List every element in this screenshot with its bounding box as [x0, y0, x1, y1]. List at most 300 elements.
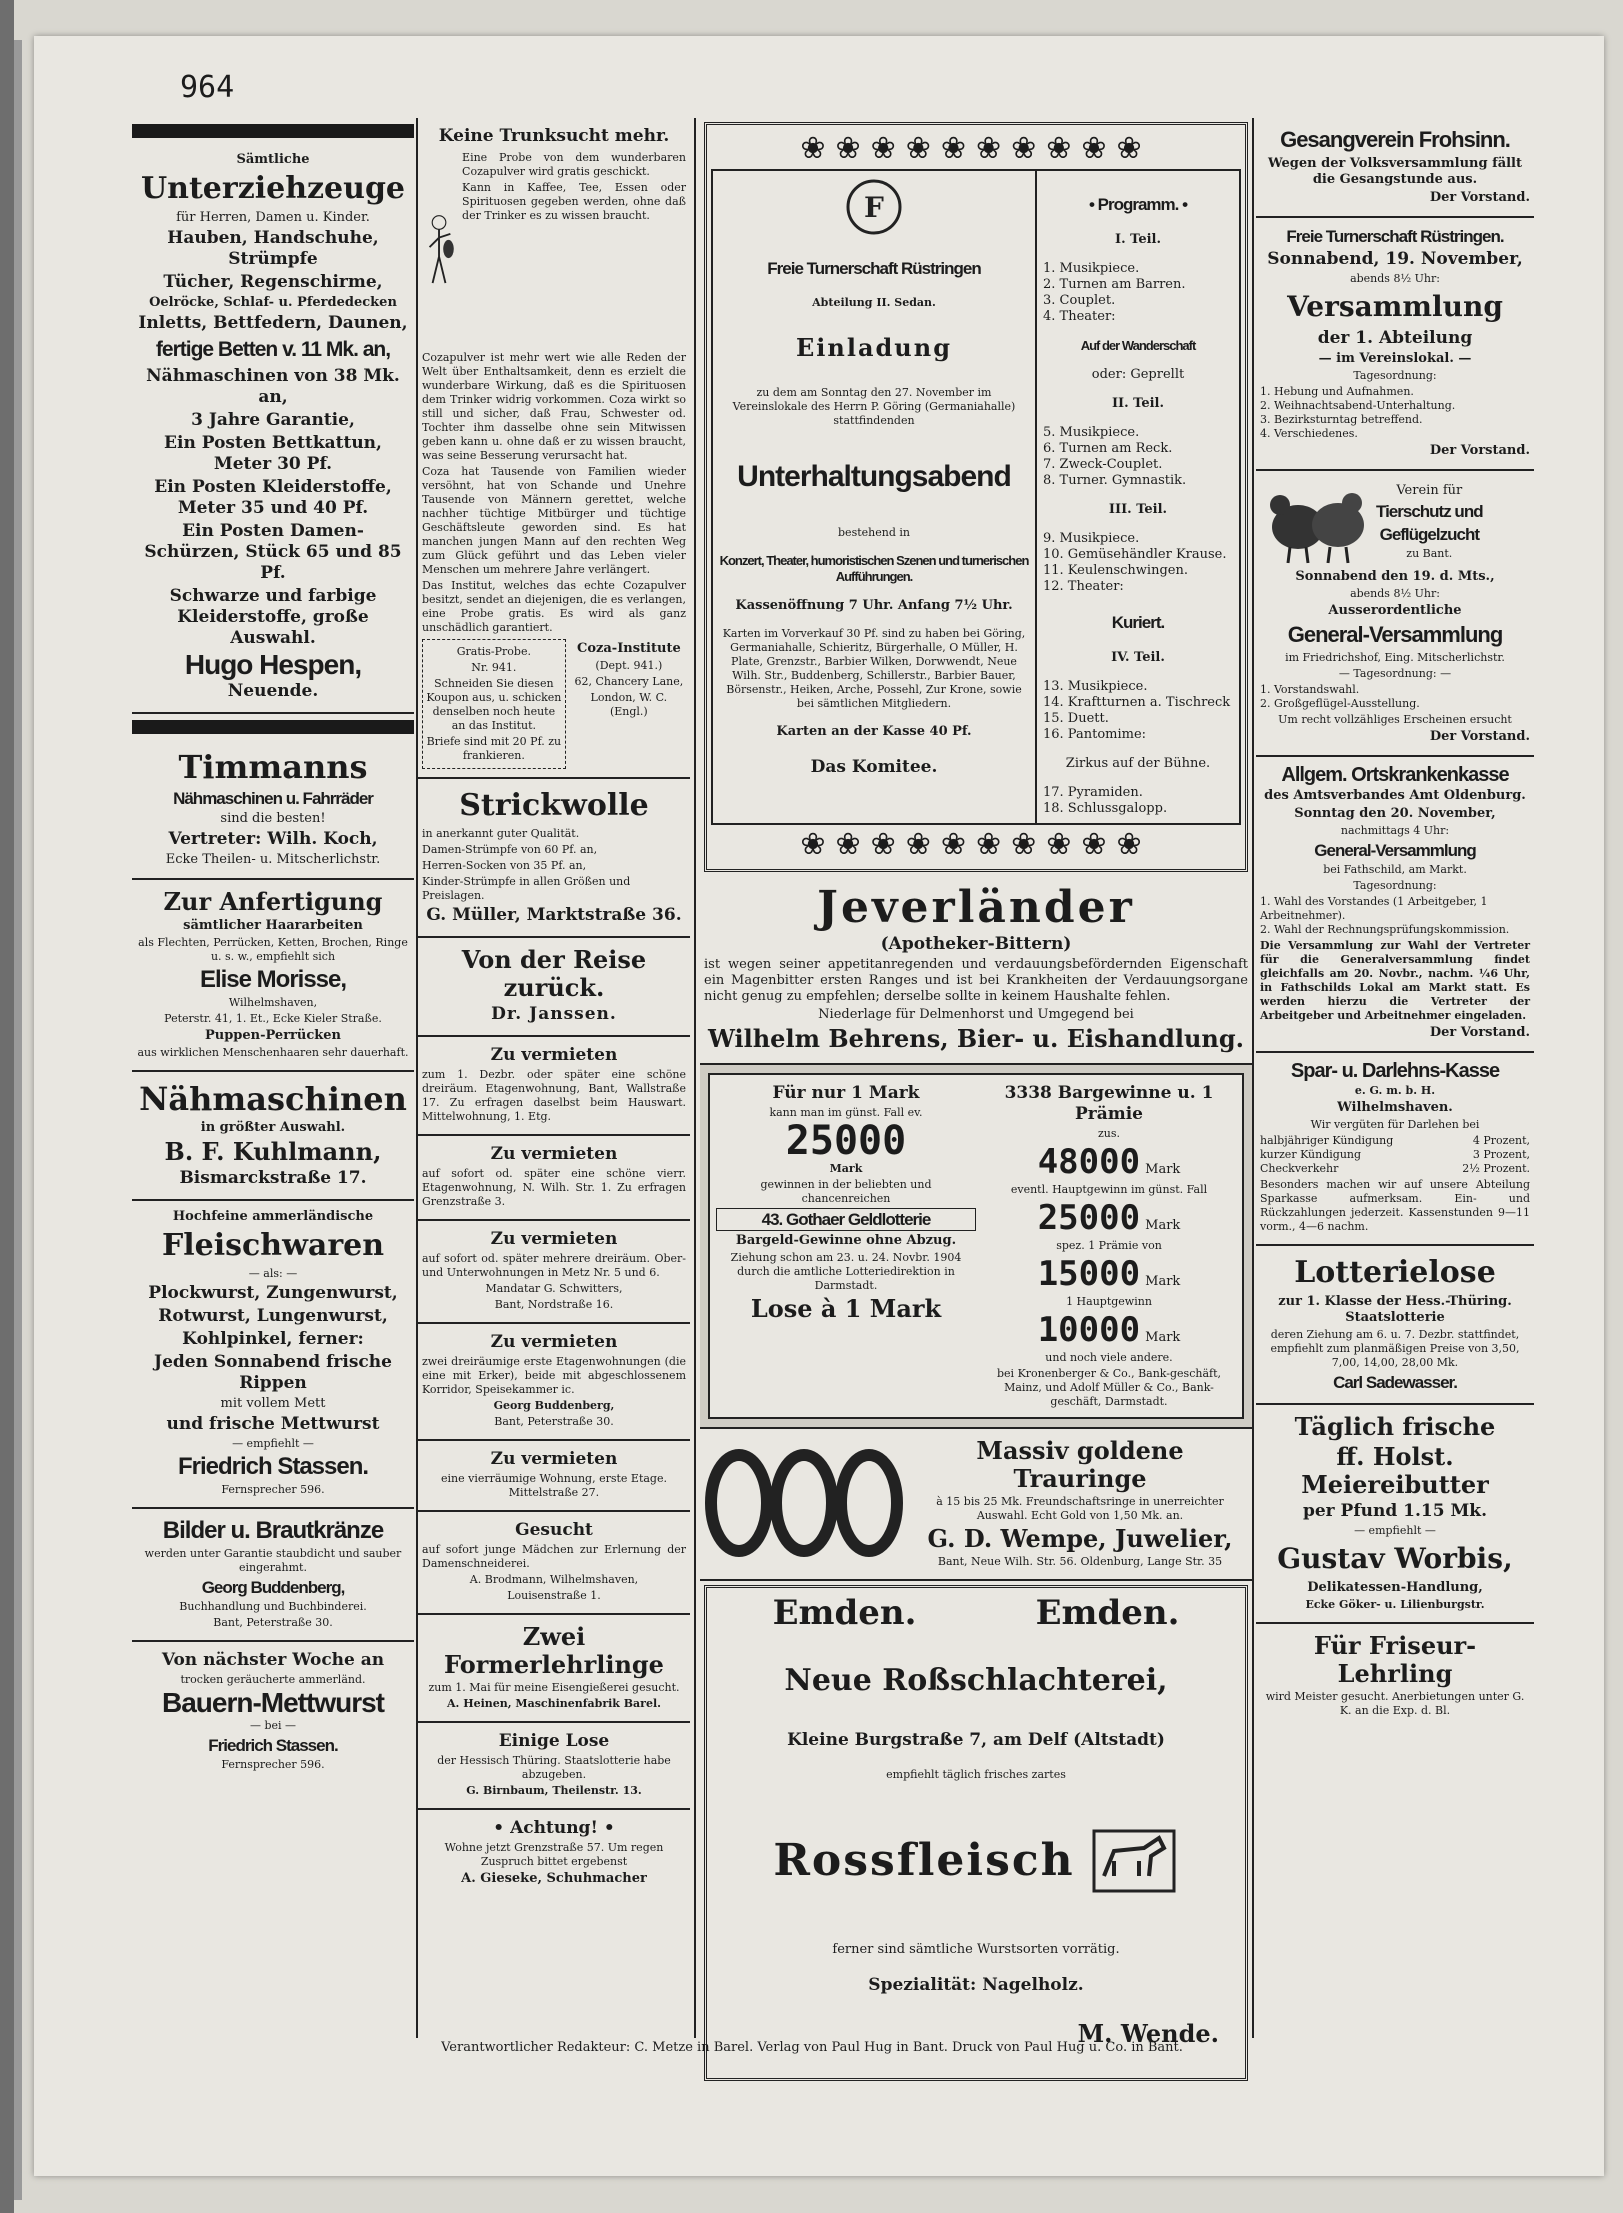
program-part: II. Teil. [1111, 396, 1165, 411]
ad-line: Ein Posten Damen-Schürzen, Stück 65 und 85 Pf. [144, 521, 402, 583]
rate-row [1260, 1162, 1530, 1176]
ad-kuhlmann [132, 1072, 414, 1201]
ad-advertiser: Neue Roßschlachterei, [784, 1663, 1168, 1698]
ad-advertiser: Georg Buddenberg, [493, 1399, 615, 1412]
ad-title: Für Friseur-Lehrling [1313, 1631, 1477, 1688]
ad-signature: Der Vorstand. [1429, 190, 1530, 205]
ornament-border-icon: ❀❀❀❀❀❀❀❀❀❀ [800, 827, 1152, 862]
ad-address: Ecke Theilen- u. Mitscherlichstr. [165, 852, 381, 867]
ad-advertiser: Gustav Worbis, [1277, 1542, 1513, 1575]
ad-line: Plockwurst, Zungenwurst, [148, 1283, 398, 1303]
ad-subtitle: für Herren, Damen u. Kinder. [176, 210, 370, 225]
program-play: Zirkus auf der Bühne. [1065, 756, 1211, 771]
ad-text: ferner sind sämtliche Wurstsorten vorrätig. [832, 1942, 1120, 1957]
ad-address: Bant, Nordstraße 16. [494, 1298, 614, 1311]
program-item: 13. Musikpiece. [1043, 679, 1148, 694]
turner-invitation [713, 171, 1037, 823]
lottery-price: Lose à 1 Mark [750, 1294, 942, 1323]
program-item: 7. Zweck-Couplet. [1043, 457, 1163, 472]
ad-title: Unterziehzeuge [140, 171, 406, 206]
ad-address: Bant, Neue Wilh. Str. 56. Oldenburg, Lange Str. 35 [937, 1555, 1223, 1568]
ad-subtitle: e. G. m. b. H. [1354, 1084, 1436, 1097]
program-item: 18. Schlussgalopp. [1043, 801, 1168, 816]
ad-address: Bismarckstraße 17. [179, 1168, 367, 1188]
lottery-name: 43. Gothaer Geldlotterie [716, 1208, 976, 1231]
ad-text: Coza hat Tausende von Familien wieder versöhnt, hat von Schande und Unehre Tausende von Männern gerettet, welche nachher tüchtige Mitbürger und tüchtige Geschäftsleute geworden sind. Es hat manchen jungen Mann auf den rechten Weg zum Glück geführt und das Leben vieler Menschen um mehrere Jahre verlängert. [422, 465, 686, 576]
ad-text: empfiehlt täglich frisches zartes [886, 1768, 1066, 1781]
lottery-text: gewinnen in der beliebten und chancenreichen [760, 1178, 932, 1205]
rate-label: kurzer Kündigung [1260, 1148, 1362, 1161]
ad-line: Niederlage für Delmenhorst und Umgegend bei [818, 1007, 1134, 1022]
event-content: Konzert, Theater, humoristischen Szenen und turnerischen Aufführungen. [719, 553, 1029, 584]
ad-text: Eine Probe von dem wunderbaren Cozapulver wird gratis geschickt. [462, 151, 686, 178]
rate-value: 2½ Prozent. [1462, 1162, 1530, 1175]
ad-address: Bant, Peterstraße 30. [213, 1616, 333, 1629]
ad-title: Zu vermieten [490, 1229, 618, 1249]
ad-title: Lotterielose [1294, 1255, 1496, 1290]
ad-text: auf sofort od. später eine schöne vierr. Etagenwohnung, N. Wilh. Str. 1. Zu erfragen Grenzstraße 3. [422, 1167, 686, 1208]
agenda-item: 1. Wahl des Vorstandes (1 Arbeitgeber, 1 Arbeitnehmer). [1260, 895, 1488, 922]
rate-value: 3 Prozent, [1472, 1148, 1530, 1161]
ad-highlight: fertige Betten v. 11 Mk. an, [155, 338, 391, 361]
coupon-number: Nr. 941. [471, 661, 517, 674]
ad-line: Hauben, Handschuhe, Strümpfe [167, 228, 379, 269]
ad-einige-lose [418, 1723, 690, 1810]
ad-line: Rotwurst, Lungenwurst, [158, 1306, 388, 1326]
ad-haararbeiten [132, 880, 414, 1072]
ad-title: • Achtung! • [493, 1818, 615, 1838]
drunkard-illustration-icon [422, 149, 456, 349]
ad-place: Wilhelmshaven. [1337, 1100, 1453, 1115]
ad-subtitle: (Apotheker-Bittern) [880, 934, 1072, 954]
lottery-headline: Für nur 1 Mark [772, 1083, 920, 1103]
ad-location: — im Vereinslokal. — [1318, 351, 1472, 366]
ad-text: wird Meister gesucht. Anerbietungen unter G. K. an die Exp. d. Bl. [1265, 1690, 1525, 1717]
ad-line: Delikatessen-Handlung, [1307, 1580, 1483, 1595]
ad-line: Buchhandlung und Buchbinderei. [179, 1600, 367, 1613]
ad-text: eine vierräumige Wohnung, erste Etage. Mittelstraße 27. [441, 1472, 667, 1499]
horse-icon [1089, 1826, 1179, 1896]
ad-advertiser: A. Gieseke, Schuhmacher [461, 1871, 647, 1886]
agenda-item: 1. Vorstandswahl. [1260, 683, 1360, 696]
ad-text: zum 1. Dezbr. oder später eine schöne dreiräum. Etagenwohnung, Bant, Wallstraße 17. Zu erfragen daselbst beim Hauswart. Mittelwohnung, 1. Etg. [422, 1068, 686, 1123]
ad-vermieten-2 [418, 1136, 690, 1221]
ad-title: Zur Anfertigung [163, 887, 383, 916]
invite-text: bestehend in [838, 526, 910, 539]
program-play: Auf der Wanderschaft [1080, 338, 1196, 353]
ad-tierschutz [1256, 471, 1534, 757]
ad-line: Nähmaschinen von 38 Mk. an, [146, 366, 400, 407]
emden-title: Emden. [1035, 1593, 1180, 1633]
program-part: I. Teil. [1115, 232, 1161, 247]
ad-text-block [462, 149, 686, 349]
program-item: 8. Turner. Gymnastik. [1043, 473, 1187, 488]
ad-meiereibutter [1256, 1405, 1534, 1624]
ad-kicker: Sämtliche [236, 152, 310, 167]
ad-line: Ein Posten Bettkattun, Meter 30 Pf. [164, 433, 382, 474]
ad-vermieten-5 [418, 1441, 690, 1512]
ad-text: werden unter Garantie staubdicht und sauber eingerahmt. [144, 1547, 402, 1574]
ad-title: Nähmaschinen [139, 1080, 407, 1118]
ad-text: à 15 bis 25 Mk. Freundschaftsringe in unerreichter Auswahl. Echt Gold von 1,50 Mk. an. [936, 1495, 1224, 1522]
column-rule [694, 118, 696, 2038]
ad-org: Tierschutz und [1376, 502, 1483, 521]
institute-name: Coza-Institute [576, 641, 681, 656]
ad-agenda-title: — Tagesordnung: — [1338, 667, 1452, 680]
ad-title: Gesucht [515, 1520, 593, 1540]
event-tickets: Karten im Vorverkauf 30 Pf. sind zu haben bei Göring, Germaniahalle, Schieritz, Bürgerhalle, O Müller, H. Plate, Grenzstr., Barbier Wilken, Dorwwendt, Neue Wilh. Str., Buddenberg, Schillerstr., Barbier Bauer, Börsenstr., Heiken, Arche, Possehl, Zur Krone, sowie bei sämtlichen Mitgliedern. [722, 627, 1026, 710]
program-part: IV. Teil. [1111, 650, 1165, 665]
ad-text: als Flechten, Perrücken, Ketten, Brochen, Ringe u. s. w., empfiehlt sich [138, 936, 408, 963]
scanner-edge [0, 0, 14, 2213]
agenda-item: 1. Hebung und Aufnahmen. [1260, 385, 1414, 398]
ad-text: Kann in Kaffee, Tee, Essen oder Spirituosen gegeben werden, ohne daß der Trinker es zu wissen braucht. [462, 181, 686, 222]
ad-line: — bei — [249, 1719, 297, 1732]
program-item: 6. Turnen am Reck. [1043, 441, 1173, 456]
ad-line: Kohlpinkel, ferner: [182, 1329, 364, 1349]
ad-rossfleisch [704, 1585, 1248, 2081]
rate-label: halbjähriger Kündigung [1260, 1134, 1394, 1147]
ad-turnerschaft-frame [704, 122, 1248, 872]
ad-address: Peterstr. 41, 1. Et., Ecke Kieler Straße. [164, 1012, 382, 1025]
ad-address: Kleine Burgstraße 7, am Delf (Altstadt) [787, 1730, 1165, 1750]
ad-advertiser: Friedrich Stassen. [208, 1736, 338, 1755]
ad-title: Fleischwaren [161, 1228, 385, 1263]
ad-text: Cozapulver ist mehr wert wie alle Reden der Welt über Enthaltsamkeit, denn es erzielt die wunderbare Wirkung, daß es die Spirituosen dem Trinker widrig vorkommen. Coza wirkt so still und sicher, daß Frau, Schwester od. Tochter ihm dasselbe ohne sein Mitwissen geben kann u. ohne daß er zu wissen braucht, was seine Besserung verursacht hat. [422, 351, 686, 462]
ad-title: Rossfleisch [773, 1835, 1075, 1886]
ad-advertiser: G. Birnbaum, Theilenstr. 13. [466, 1784, 642, 1797]
lottery-amount: 10000 [1037, 1310, 1141, 1350]
lottery-text: kann man im günst. Fall ev. [769, 1106, 923, 1119]
ad-subtitle: trocken geräucherte ammerländ. [180, 1673, 366, 1686]
ad-title: Spar- u. Darlehns-Kasse [1290, 1060, 1500, 1082]
ad-title: Timmanns [178, 748, 368, 786]
ad-kicker: Hochfeine ammerländische [172, 1209, 374, 1224]
ad-title: Jeverländer [817, 882, 1135, 933]
ad-time: abends 8½ Uhr: [1350, 587, 1440, 600]
rate-row [1260, 1134, 1530, 1148]
turner-emblem-icon [844, 177, 904, 237]
ad-text: Wir vergüten für Darlehen bei [1310, 1118, 1480, 1131]
ad-title: Täglich frische [1294, 1412, 1496, 1441]
emden-headline [713, 1594, 1239, 1632]
lottery-text: Bargeld-Gewinne ohne Abzug. [735, 1233, 957, 1248]
ad-vermieten-4 [418, 1324, 690, 1441]
scanner-edge-shadow [14, 40, 22, 2200]
lottery-unit: Mark [1145, 1162, 1181, 1177]
ad-text: aus wirklichen Menschenhaaren sehr dauerhaft. [137, 1046, 409, 1059]
agenda-item: 3. Bezirksturntag betreffend. [1260, 413, 1423, 426]
ad-title: Zwei Formerlehrlinge [444, 1622, 664, 1679]
ad-text: Das Institut, welches das echte Cozapulver besitzt, sendet an diejenigen, die es verlangen, eine Probe gratis. Es wird als ganz unschädlich garantiert. [422, 579, 686, 634]
ad-reise [418, 938, 690, 1037]
ad-address: Bant, Peterstraße 30. [494, 1415, 614, 1428]
ad-title: Einige Lose [498, 1731, 610, 1751]
ad-line: — als: — [248, 1267, 298, 1280]
ad-title: Bilder u. Brautkränze [162, 1517, 384, 1544]
coupon-title: Gratis-Probe. [456, 645, 531, 658]
ad-text: deren Ziehung am 6. u. 7. Dezbr. stattfindet, empfiehlt zum planmäßigen Preise von 3,50, 7,00, 14,00, 28,00 Mk. [1270, 1328, 1520, 1369]
ad-signature: Der Vorstand. [1429, 443, 1530, 458]
program-item: 5. Musikpiece. [1043, 425, 1140, 440]
column-2 [418, 118, 690, 1897]
ad-advertiser: G. D. Wempe, Juwelier, [927, 1524, 1233, 1553]
ad-vermieten-3 [418, 1221, 690, 1324]
institute-dept: (Dept. 941.) [595, 659, 663, 672]
ad-org: Freie Turnerschaft Rüstringen. [1286, 227, 1504, 246]
ad-title: Zu vermieten [490, 1045, 618, 1065]
ad-ortskrankenkasse [1256, 757, 1534, 1053]
ad-frohsinn [1256, 118, 1534, 218]
program-play: Kuriert. [1111, 613, 1165, 632]
ad-price: per Pfund 1.15 Mk. [1302, 1501, 1488, 1521]
lottery-text: spez. 1 Prämie von [1056, 1239, 1162, 1252]
ad-agenda-title: Tagesordnung: [1353, 369, 1437, 382]
ad-line: 3 Jahre Garantie, [191, 410, 355, 430]
ad-place: Wilhelmshaven, [228, 996, 318, 1009]
ad-lotterielose [1256, 1246, 1534, 1405]
ad-phone: Fernsprecher 596. [221, 1758, 325, 1771]
program-item: 1. Musikpiece. [1043, 261, 1140, 276]
ad-title: Versammlung [1287, 290, 1503, 323]
page-number: 964 [180, 70, 235, 105]
imprint-footer: Verantwortlicher Redakteur: C. Metze in Barel. Verlag von Paul Hug in Bant. Druck von Paul Hug u. Co. in Bant. [441, 2040, 1183, 2055]
invite-text: zu dem am Sonntag den 27. November im Vereinslokale des Herrn P. Göring (Germaniahalle) stattfindenden [732, 386, 1016, 427]
ad-date: Sonnabend, 19. November, [1267, 249, 1523, 269]
program-item: 17. Pyramiden. [1043, 785, 1143, 800]
program-item: 12. Theater: [1043, 579, 1124, 594]
event-committee: Das Komitee. [810, 757, 938, 777]
lottery-amount: 25000 [1037, 1198, 1141, 1238]
ad-text: auf sofort junge Mädchen zur Erlernung der Damenschneiderei. [422, 1543, 686, 1570]
ad-meeting: General-Versammlung [1314, 841, 1476, 860]
lottery-headline: 3338 Bargewinne u. 1 Prämie [1004, 1083, 1214, 1124]
ad-line: Oelröcke, Schlaf- u. Pferdedecken [149, 295, 397, 310]
wedding-rings-icon [704, 1448, 904, 1558]
ad-advertiser: Hugo Hespen, [184, 649, 362, 680]
program-item: 3. Couplet. [1043, 293, 1116, 308]
ad-location: bei Fathschild, am Markt. [1323, 863, 1467, 876]
ad-subtitle: in größter Auswahl. [200, 1120, 346, 1135]
ad-org: Geflügelzucht [1379, 525, 1479, 544]
ad-text: Wegen der Volksversammlung fällt die Gesangstunde aus. [1268, 156, 1522, 187]
ornament-border-icon: ❀❀❀❀❀❀❀❀❀❀ [800, 131, 1152, 166]
ad-title: Zu vermieten [490, 1449, 618, 1469]
turner-program [1037, 171, 1239, 823]
ad-signature: Der Vorstand. [1429, 1025, 1530, 1040]
ad-line: — empfiehlt — [1354, 1524, 1436, 1537]
ad-sparkasse [1256, 1053, 1534, 1246]
program-title: • Programm. • [1088, 195, 1188, 214]
ad-line: Jeden Sonnabend frische Rippen [154, 1352, 392, 1393]
ad-text: auf sofort od. später mehrere dreiräum. Ober- und Unterwohnungen in Metz Nr. 5 und 6. [422, 1252, 686, 1279]
ad-formerlehrlinge [418, 1615, 690, 1723]
ad-text: der Hessisch Thüring. Staatslotterie habe abzugeben. [437, 1754, 671, 1781]
ad-product: ff. Holst. Meiereibutter [1301, 1442, 1489, 1499]
ad-line: mit vollem Mett [220, 1396, 326, 1411]
ad-gesucht [418, 1512, 690, 1615]
ad-title: Zu vermieten [490, 1332, 618, 1352]
ad-title: General-Versammlung [1287, 622, 1503, 647]
lottery-unit: Mark [1145, 1274, 1181, 1289]
invite-title: Einladung [796, 333, 952, 362]
ad-advertiser: B. F. Kuhlmann, [164, 1137, 382, 1166]
ad-line: und frische Mettwurst [166, 1414, 380, 1434]
ad-signature: Mandatar G. Schwitters, [485, 1282, 623, 1295]
ad-vermieten-1 [418, 1037, 690, 1136]
ad-text: Die Versammlung zur Wahl der Vertreter für die Generalversammlung findet gleichfalls am 20. Novbr., nachm. ¼6 Uhr, in Fathschilds Lokal am Markt statt. Es werden hierzu die Vertreter der Arbeitgeber und Arbeitnehmer eingeladen. [1260, 939, 1530, 1022]
institute-city: London, W. C. (Engl.) [590, 691, 668, 718]
coupon[interactable] [422, 639, 566, 769]
column-rule [1252, 118, 1254, 2038]
ad-title: Gesangverein Frohsinn. [1280, 127, 1510, 152]
ad-phone: Fernsprecher 596. [221, 1483, 325, 1496]
ad-title: Allgem. Ortskrankenkasse [1281, 764, 1509, 786]
ad-date: Sonnabend den 19. d. Mts., [1295, 569, 1495, 584]
lottery-amount: 25000 [785, 1118, 907, 1164]
ad-mettwurst [132, 1642, 414, 1782]
event-door-price: Karten an der Kasse 40 Pf. [776, 724, 972, 739]
ad-owner: M. Wende. [1077, 2019, 1219, 2048]
ad-title: Keine Trunksucht mehr. [438, 126, 670, 146]
ad-advertiser: Dr. Janssen. [491, 1004, 617, 1024]
lottery-draw: Ziehung schon am 23. u. 24. Novbr. 1904 durch die amtliche Lotteriedirektion in Darmstadt. [730, 1251, 962, 1292]
agenda-item: 2. Großgeflügel-Ausstellung. [1260, 697, 1420, 710]
divider-bar [132, 124, 414, 138]
ad-lottery [700, 1065, 1252, 1429]
agenda-item: 4. Verschiedenes. [1260, 427, 1358, 440]
ad-time: abends 8½ Uhr: [1350, 272, 1440, 285]
ad-line: Ausserordentliche [1328, 603, 1462, 618]
ad-text: ist wegen seiner appetitanregenden und verdauungsbefördernden Eigenschaft ein Magenbitter ersten Ranges und ist bei Krankheiten der Verdauungsorgane nicht genug zu empfehlen; derselbe sollte in keinem Haushalte fehlen. [704, 957, 1248, 1004]
ad-bilder [132, 1509, 414, 1642]
turner-org: Freie Turnerschaft Rüstringen [767, 259, 981, 278]
svg-text:F: F [864, 191, 884, 224]
ad-kicker: Von nächster Woche an [161, 1650, 385, 1670]
ad-advertiser: Friedrich Stassen. [177, 1453, 369, 1480]
column-4 [1256, 118, 1534, 1728]
ad-line: Vertreter: Wilh. Koch, [168, 829, 378, 849]
divider-bar [132, 720, 414, 734]
column-1 [132, 118, 414, 1782]
ad-line: Herren-Socken von 35 Pf. an, [422, 859, 587, 872]
program-item: 14. Kraftturnen a. Tischreck [1043, 695, 1231, 710]
ad-coza [418, 118, 690, 779]
ad-text: in anerkannt guter Qualität. [422, 827, 580, 840]
ad-advertiser: Elise Morisse, [199, 966, 347, 993]
ad-signature: Der Vorstand. [1429, 729, 1530, 744]
program-item: 15. Duett. [1043, 711, 1109, 726]
ad-trauringe [700, 1429, 1252, 1581]
lottery-amount: 48000 [1037, 1142, 1141, 1182]
ad-advertiser: Carl Sadewasser. [1333, 1373, 1457, 1392]
ad-title: Zu vermieten [490, 1144, 618, 1164]
rate-row [1260, 1148, 1530, 1162]
column-3 [700, 118, 1252, 2085]
ad-title: Strickwolle [459, 788, 649, 823]
ad-subtitle: sämtlicher Haararbeiten [183, 918, 363, 933]
ad-subtitle: des Amtsverbandes Amt Oldenburg. [1264, 788, 1526, 803]
program-item: 10. Gemüsehändler Krause. [1043, 547, 1227, 562]
ad-address: Louisenstraße 1. [507, 1589, 601, 1602]
ad-unterziehzeuge [132, 144, 414, 714]
ad-line: Spezialität: Nagelholz. [868, 1975, 1084, 1995]
ad-line: Kinder-Strümpfe in allen Größen und Preislagen. [422, 875, 631, 902]
ad-line: Damen-Strümpfe von 60 Pf. an, [422, 843, 598, 856]
event-times: Kassenöffnung 7 Uhr. Anfang 7½ Uhr. [735, 598, 1013, 613]
ad-line: — empfiehlt — [232, 1437, 314, 1450]
ad-address: Ecke Göker- u. Lilienburgstr. [1305, 1598, 1485, 1611]
ad-time: nachmittags 4 Uhr: [1340, 824, 1450, 837]
ad-text: zur 1. Klasse der Hess.-Thüring. Staatslotterie [1278, 1294, 1512, 1325]
lottery-text: zus. [1097, 1127, 1121, 1140]
ad-agenda-title: Tagesordnung: [1353, 879, 1437, 892]
rate-value: 4 Prozent, [1472, 1134, 1530, 1147]
agenda-item: 2. Weihnachtsabend-Unterhaltung. [1260, 399, 1456, 412]
ad-title: Von der Reise zurück. [461, 945, 647, 1002]
emden-title: Emden. [772, 1593, 917, 1633]
rate-label: Checkverkehr [1260, 1162, 1339, 1175]
ad-text: zum 1. Mai für meine Eisengießerei gesucht. [428, 1681, 680, 1694]
lottery-unit: Mark [1145, 1330, 1181, 1345]
ad-jeverlaender [700, 876, 1252, 1065]
lottery-text: und noch viele andere. [1045, 1351, 1173, 1364]
ad-line: Puppen-Perrücken [204, 1028, 342, 1043]
lottery-unit: Mark [829, 1162, 863, 1175]
ad-fleischwaren [132, 1201, 414, 1509]
ad-advertiser: A. Brodmann, Wilhelmshaven, [469, 1573, 639, 1586]
program-item: 9. Musikpiece. [1043, 531, 1140, 546]
ad-line: Schwarze und farbige Kleiderstoffe, große Auswahl. [169, 586, 377, 648]
turner-dept: Abteilung II. Sedan. [812, 296, 936, 309]
ad-advertiser: A. Heinen, Maschinenfabrik Barel. [447, 1697, 661, 1710]
pigeons-icon [1260, 477, 1370, 567]
ad-strickwolle [418, 779, 690, 938]
ad-text: Besonders machen wir auf unsere Abteilung Sparkasse aufmerksam. Ein- und Rückzahlungen jederzeit. Kassenstunden 9—11 vorm., 4—6 nachm. [1260, 1178, 1530, 1233]
lottery-unit: Mark [1145, 1218, 1181, 1233]
program-item: 2. Turnen am Barren. [1043, 277, 1186, 292]
lottery-text: eventl. Hauptgewinn im günst. Fall [1010, 1183, 1208, 1196]
agenda-item: 2. Wahl der Rechnungsprüfungskommission. [1260, 923, 1510, 936]
ad-friseur [1256, 1624, 1534, 1728]
program-item: 16. Pantomime: [1043, 727, 1147, 742]
program-item: 4. Theater: [1043, 309, 1116, 324]
lottery-sellers: bei Kronenberger & Co., Bank-geschäft, Mainz, und Adolf Müller & Co., Bank-geschäft, Darmstadt. [997, 1367, 1221, 1408]
ad-subtitle: Nähmaschinen u. Fahrräder [173, 789, 373, 808]
ad-advertiser: Georg Buddenberg, [201, 1578, 345, 1597]
coupon-text: Schneiden Sie diesen Koupon aus, u. schicken denselben noch heute an das Institut. [426, 677, 562, 732]
ad-advertiser: G. Müller, Marktstraße 36. [426, 905, 682, 925]
ad-text: Um recht vollzähliges Erscheinen ersucht [1278, 713, 1512, 726]
ad-title: Massiv goldene Trauringe [976, 1436, 1184, 1493]
coupon-note: Briefe sind mit 20 Pf. zu frankieren. [426, 735, 562, 762]
program-part: III. Teil. [1108, 502, 1168, 517]
ad-org: Verein für [1396, 483, 1463, 498]
ad-text: zwei dreiräumige erste Etagenwohnungen (die eine mit Erker), beide mit abgeschlossenem Korridor, Speisekammer ic. [422, 1355, 686, 1396]
program-play: oder: Geprellt [1091, 367, 1185, 382]
lottery-amount: 15000 [1037, 1254, 1141, 1294]
ad-turner-versammlung [1256, 218, 1534, 471]
ad-line: Ein Posten Kleiderstoffe, Meter 35 und 40 Pf. [154, 477, 392, 518]
ad-place: zu Bant. [1406, 547, 1453, 560]
ad-text: Wohne jetzt Grenzstraße 57. Um regen Zuspruch bittet ergebenst [444, 1841, 664, 1868]
ad-achtung [418, 1810, 690, 1897]
institute-address: 62, Chancery Lane, [574, 675, 684, 688]
ad-timmanns [132, 740, 414, 880]
ad-date: Sonntag den 20. November, [1294, 806, 1496, 821]
ad-subtitle: der 1. Abteilung [1317, 328, 1473, 348]
ad-location: im Friedrichshof, Eing. Mitscherlichstr. [1285, 651, 1505, 664]
